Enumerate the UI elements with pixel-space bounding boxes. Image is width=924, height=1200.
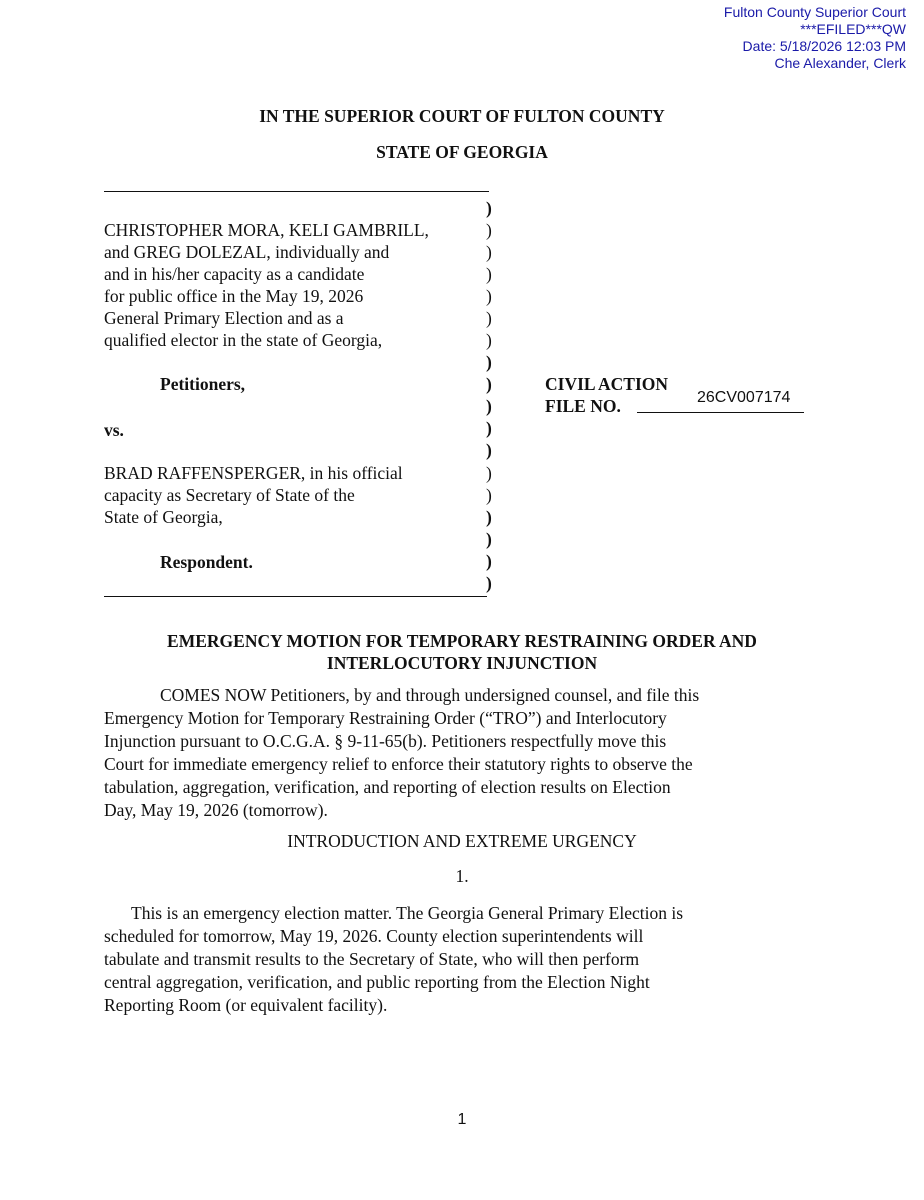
paragraph-line: central aggregation, verification, and public reporting from the Election Night	[104, 972, 650, 992]
paragraph-line: tabulate and transmit results to the Secretary of State, who will then perform	[104, 949, 640, 969]
file-no-label: FILE NO.	[545, 396, 621, 416]
caption-paren: )	[486, 308, 492, 328]
intro-line: Day, May 19, 2026 (tomorrow).	[104, 800, 328, 820]
caption-top-rule	[104, 191, 489, 192]
caption-paren: )	[486, 352, 492, 372]
petitioners-line-1: CHRISTOPHER MORA, KELI GAMBRILL,	[104, 220, 429, 240]
caption-paren: )	[486, 286, 492, 306]
stamp-court: Fulton County Superior Court	[723, 4, 906, 20]
caption-paren: )	[486, 242, 492, 262]
petitioners-label: Petitioners,	[160, 374, 246, 394]
caption-paren: )	[486, 529, 492, 549]
motion-title-line-1: EMERGENCY MOTION FOR TEMPORARY RESTRAINING ORDER AND	[167, 631, 757, 651]
caption-paren: )	[486, 485, 492, 505]
paragraph-line: Reporting Room (or equivalent facility).	[104, 995, 388, 1015]
intro-line: COMES NOW Petitioners, by and through undersigned counsel, and file this	[160, 685, 700, 705]
court-name: IN THE SUPERIOR COURT OF FULTON COUNTY	[259, 106, 665, 126]
intro-line: Injunction pursuant to O.C.G.A. § 9-11-65(b). Petitioners respectfully move this	[104, 731, 667, 751]
respondent-label: Respondent.	[160, 552, 253, 572]
intro-line: Court for immediate emergency relief to enforce their statutory rights to observe the	[104, 754, 693, 774]
caption-paren: )	[486, 374, 492, 394]
petitioners-line-2: and GREG DOLEZAL, individually and	[104, 242, 390, 262]
file-no-underline	[637, 412, 804, 413]
versus-label: vs.	[104, 420, 124, 440]
caption-bottom-rule	[104, 596, 487, 597]
court-state: STATE OF GEORGIA	[376, 142, 548, 162]
page-number: 1	[457, 1111, 467, 1128]
caption-paren: )	[486, 507, 492, 527]
intro-line: Emergency Motion for Temporary Restraining Order (“TRO”) and Interlocutory	[104, 708, 667, 728]
section-heading: INTRODUCTION AND EXTREME URGENCY	[287, 831, 637, 851]
caption-paren: )	[486, 418, 492, 438]
caption-paren: )	[486, 551, 492, 571]
caption-paren: )	[486, 330, 492, 350]
respondent-line-3: State of Georgia,	[104, 507, 223, 527]
file-no-value: 26CV007174	[697, 389, 791, 406]
petitioners-line-5: General Primary Election and as a	[104, 308, 344, 328]
caption-paren: )	[486, 198, 492, 218]
petitioners-line-4: for public office in the May 19, 2026	[104, 286, 364, 306]
civil-action-label: CIVIL ACTION	[545, 374, 669, 394]
stamp-efiled: ***EFILED***QW	[800, 21, 906, 37]
motion-title-line-2: INTERLOCUTORY INJUNCTION	[326, 653, 598, 673]
caption-paren: )	[486, 220, 492, 240]
caption-paren: )	[486, 440, 492, 460]
petitioners-line-3: and in his/her capacity as a candidate	[104, 264, 365, 284]
respondent-line-1: BRAD RAFFENSPERGER, in his official	[104, 463, 403, 483]
paragraph-number: 1.	[455, 866, 469, 886]
efiling-stamp	[724, 4, 906, 72]
stamp-clerk: Che Alexander, Clerk	[774, 55, 906, 71]
paragraph-line: This is an emergency election matter. The Georgia General Primary Election is	[131, 903, 684, 923]
respondent-line-2: capacity as Secretary of State of the	[104, 485, 355, 505]
petitioners-line-6: qualified elector in the state of Georgia,	[104, 330, 383, 350]
stamp-date: Date: 5/18/2026 12:03 PM	[742, 38, 906, 54]
intro-line: tabulation, aggregation, verification, and reporting of election results on Election	[104, 777, 671, 797]
caption-paren: )	[486, 264, 492, 284]
caption-paren: )	[486, 396, 492, 416]
paragraph-line: scheduled for tomorrow, May 19, 2026. County election superintendents will	[104, 926, 644, 946]
caption-paren: )	[486, 463, 492, 483]
caption-paren: )	[486, 573, 492, 593]
